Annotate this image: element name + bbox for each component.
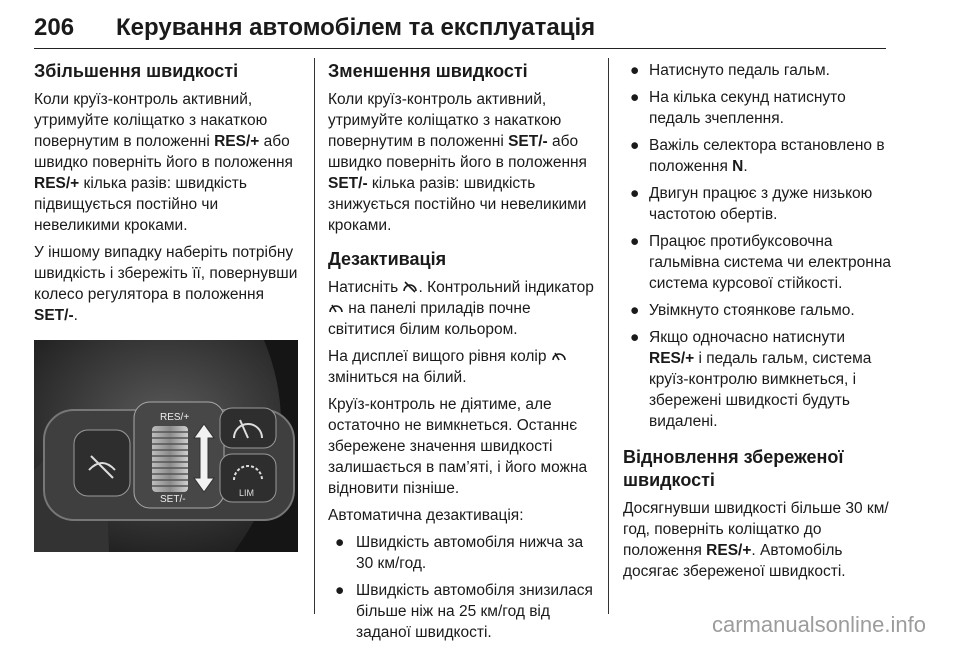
text: . (743, 158, 748, 175)
page-number: 206 (34, 14, 75, 41)
text: і педаль гальм, система круїз-контролю вимкнеться, і збережені швидкості будуть видалені. (649, 350, 872, 430)
res-label-on-wheel: RES/+ (160, 412, 190, 423)
text: На кілька секунд натиснуто педаль зчеплення. (649, 89, 846, 127)
text: . (73, 307, 78, 324)
text: Працює протибуксовочна гальмівна система чи електронна система курсової стійкості. (649, 233, 892, 292)
deactivation-conditions-list (623, 60, 893, 432)
text: Якщо одночасно натиснути (649, 329, 845, 346)
paragraph (328, 346, 594, 388)
paragraph (34, 242, 302, 326)
watermark: carmanualsonline.info (711, 612, 926, 637)
text: на панелі приладів почне світитися білим кольором. (328, 300, 531, 338)
text: Швидкість автомобіля нижча за 30 км/год. (356, 534, 584, 572)
bullet: ● (630, 62, 640, 79)
list-item (623, 327, 893, 432)
set-label: SET/- (34, 307, 74, 324)
text: Швидкість автомобіля знизилася більше ніж на 25 км/год від заданої швидкості. (356, 582, 593, 641)
page-header (34, 8, 886, 49)
paragraph (34, 89, 302, 236)
text: кілька разів: швидкість підвищується постійно чи невеликими кроками. (34, 175, 247, 234)
res-label: RES/+ (649, 350, 695, 367)
text: Двигун працює з дуже низькою частотою обертів. (649, 185, 873, 223)
text: Натиснуто педаль гальм. (649, 62, 830, 79)
bullet: ● (630, 302, 640, 319)
list-item (623, 87, 893, 129)
bullet: ● (335, 582, 345, 599)
column-divider (314, 58, 315, 614)
bullet: ● (630, 137, 640, 154)
res-label: RES/+ (706, 542, 752, 559)
steering-wheel-controls-photo (34, 340, 298, 552)
text: На дисплеї вищого рівня колір (328, 348, 551, 365)
list-item (623, 231, 893, 294)
cruise-off-icon (402, 280, 418, 294)
gear-n-label: N (732, 158, 744, 175)
section-heading-decrease: Зменшення швидкості (328, 61, 528, 81)
column-1 (34, 60, 302, 552)
section-heading-resume: Відновлення збереженої швидкості (623, 447, 844, 490)
bullet: ● (630, 89, 640, 106)
set-label: SET/- (328, 175, 368, 192)
column-3 (623, 60, 893, 588)
text: . Автомобіль досягає збереженої швидкості. (623, 542, 846, 580)
paragraph (328, 277, 594, 340)
steering-controls-illustration (34, 340, 298, 552)
res-label: RES/+ (34, 175, 80, 192)
paragraph: Круїз-контроль не діятиме, але остаточно не вимкнеться. Останнє збережене значення швидкості залишається в пам’яті, і його можна відновити пізніше. (328, 396, 588, 497)
paragraph: Автоматична дезактивація: (328, 507, 524, 524)
section-heading-deactivation: Дезактивація (328, 249, 447, 269)
auto-deactivation-list (328, 532, 594, 643)
text: Коли круїз-контроль активний, утримуйте коліщатко з накаткою повернутим в положенні (34, 91, 268, 150)
list-item (328, 532, 594, 574)
set-label: SET/- (508, 133, 548, 150)
text: Важіль селектора встановлено в положення (649, 137, 885, 175)
text: У іншому випадку наберіть потрібну швидкість і збережіть її, повернувши колесо регулятора в положення (34, 244, 298, 303)
text: Коли круїз-контроль активний, утримуйте коліщатко з накаткою повернутим в положенні (328, 91, 562, 150)
section-heading-increase: Збільшення швидкості (34, 61, 239, 81)
text: кілька разів: швидкість знижується постійно чи невеликими кроками. (328, 175, 587, 234)
bullet: ● (630, 233, 640, 250)
bullet: ● (630, 185, 640, 202)
text: зміниться на білий. (328, 369, 467, 386)
text: або швидко поверніть його в положення (34, 133, 293, 171)
page-title: Керування автомобілем та експлуатація (116, 14, 596, 41)
paragraph (623, 498, 893, 582)
lim-label: LIM (239, 488, 255, 498)
paragraph (328, 89, 594, 236)
list-item (623, 183, 893, 225)
text: або швидко поверніть його в положення (328, 133, 587, 171)
column-divider (608, 58, 609, 614)
text: Натисніть (328, 279, 403, 296)
set-label-on-wheel: SET/- (160, 494, 186, 505)
text: Досягнувши швидкості більше 30 км/год, поверніть коліщатко до положення (623, 500, 889, 559)
list-item (623, 135, 893, 177)
list-item (328, 580, 594, 643)
column-2 (328, 60, 594, 649)
cruise-control-icon (551, 349, 567, 363)
text: Увімкнуто стоянкове гальмо. (649, 302, 855, 319)
bullet: ● (630, 329, 640, 346)
text: . Контрольний індикатор (418, 279, 594, 296)
list-item (623, 60, 893, 81)
bullet: ● (335, 534, 345, 551)
cruise-control-icon (328, 301, 344, 315)
res-label: RES/+ (214, 133, 260, 150)
list-item (623, 300, 893, 321)
